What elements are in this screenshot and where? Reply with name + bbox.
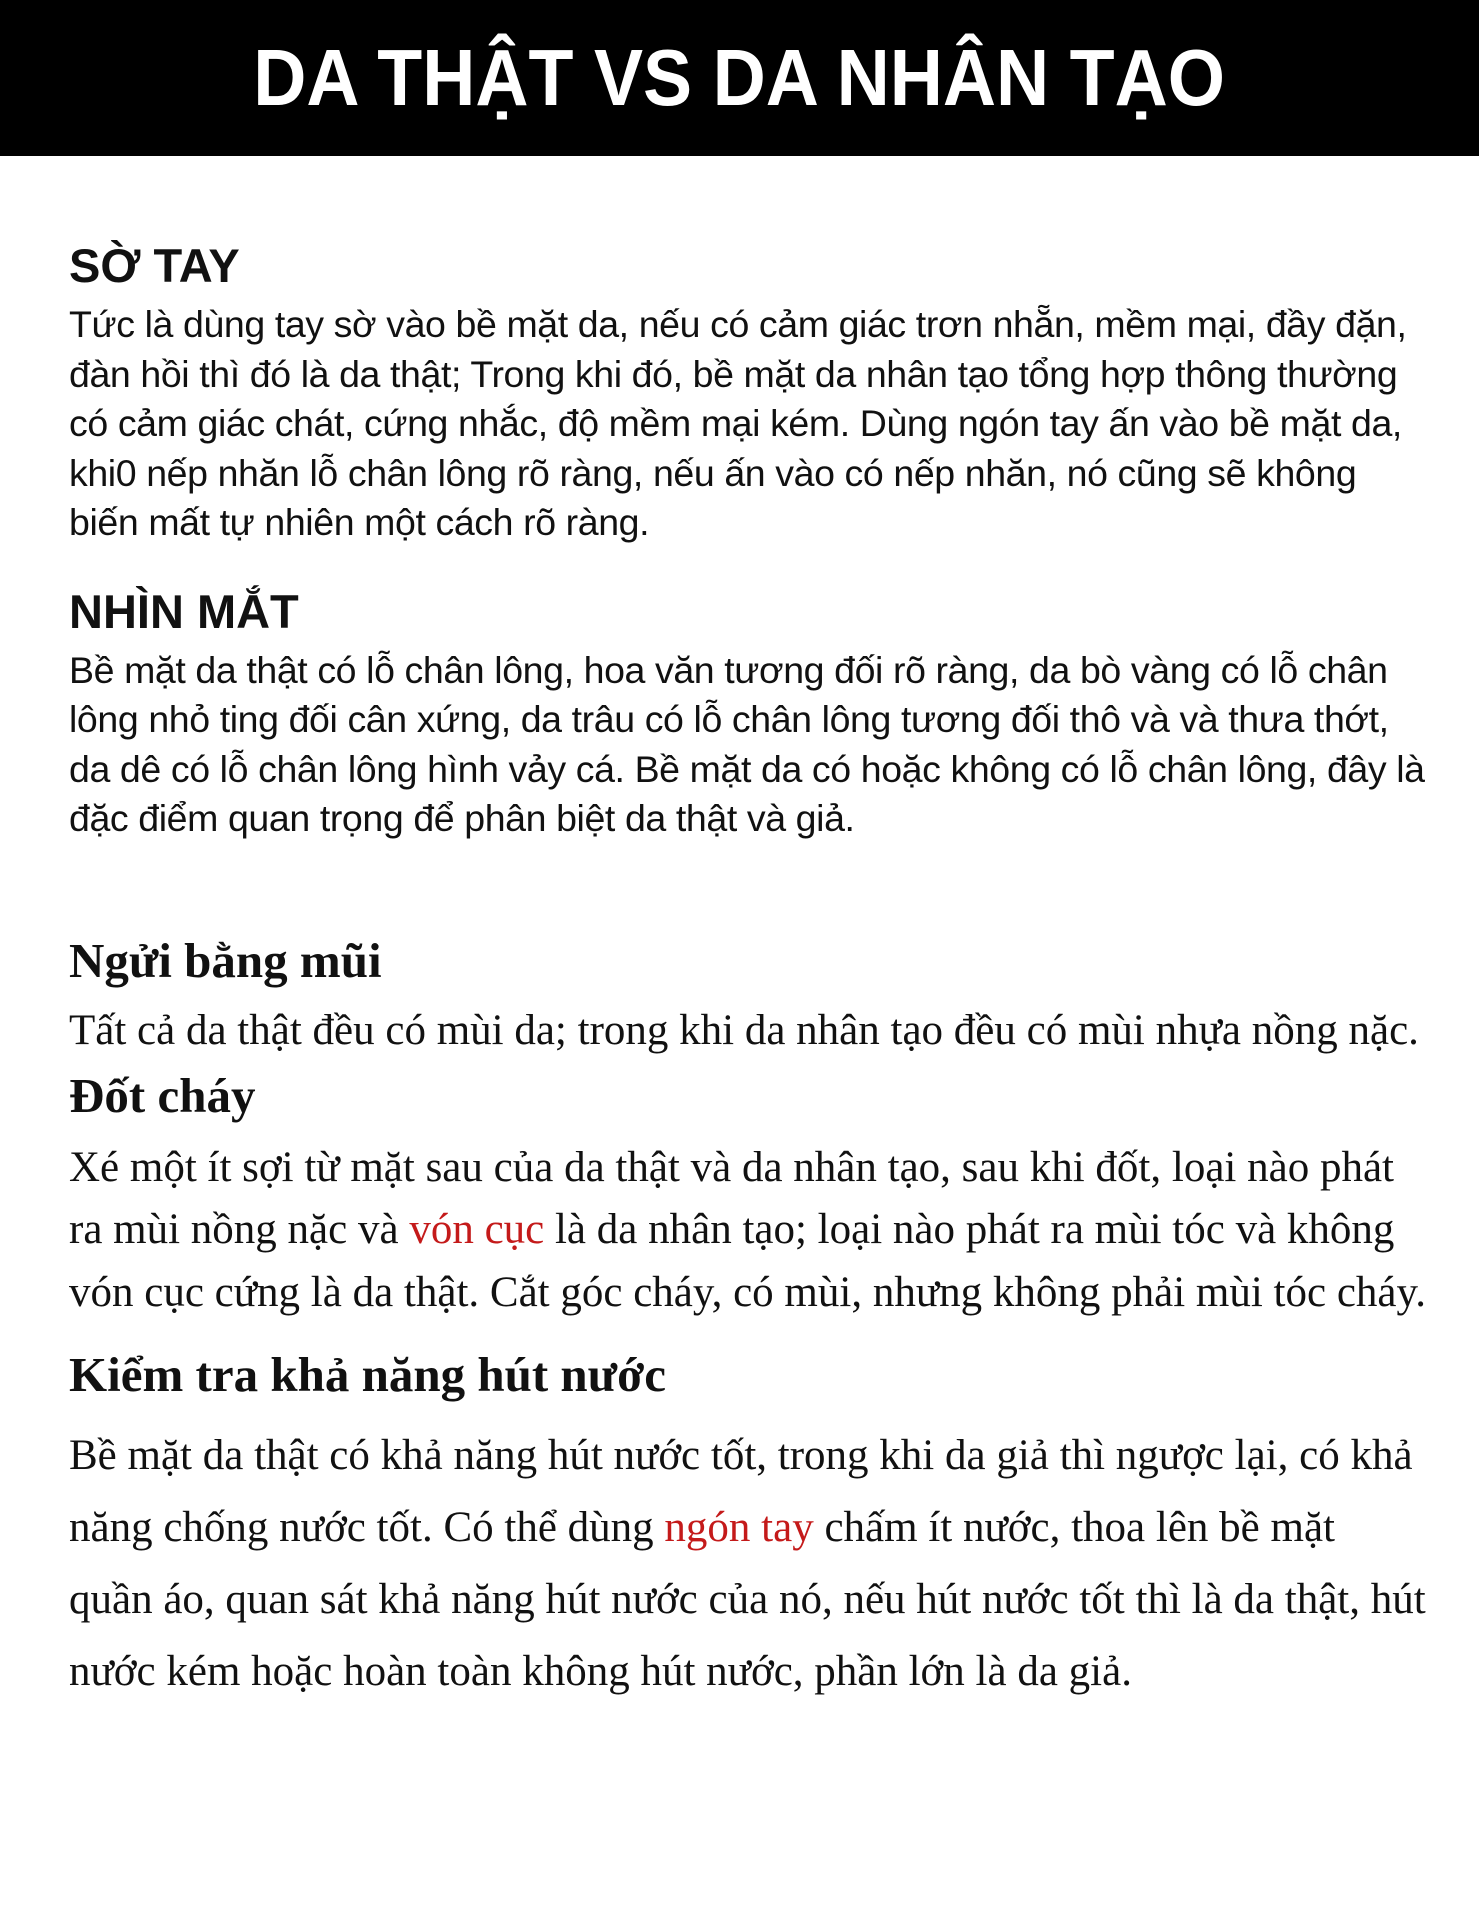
page-title: DA THẬT VS DA NHÂN TẠO — [253, 33, 1226, 122]
section-text-water-part-2: chấm ít nước, thoa lên bề mặt quần áo, quan sát khả năng hút nước của nó, nếu hút nước tốt thì là da thật, hút nước kém hoặc hoàn toàn không hút nước, phần lớn là da giả. — [69, 1504, 1426, 1695]
highlight-von-cuc: vón cục — [409, 1206, 545, 1253]
section-text-burn-part-1: Xé một ít sợi từ mặt sau của da thật và da nhân tạo, sau khi đốt, loại nào phát ra mùi nồng nặc và — [69, 1143, 1394, 1253]
section-text-water-part-1: Bề mặt da thật có khả năng hút nước tốt, trong khi da giả thì ngược lại, có khả năng chống nước tốt. Có thể dùng — [69, 1432, 1413, 1551]
section-text-smell: Tất cả da thật đều có mùi da; trong khi da nhân tạo đều có mùi nhựa nồng nặc. — [69, 1006, 1419, 1054]
section-heading-water: Kiểm tra khả năng hút nước — [69, 1347, 666, 1402]
title-banner — [0, 0, 1479, 156]
article-body — [69, 236, 1429, 1708]
section-heading-touch: SỜ TAY — [69, 239, 240, 292]
section-text-burn — [69, 1137, 1429, 1325]
section-text-water — [69, 1420, 1429, 1708]
section-heading-look: NHÌN MẮT — [69, 584, 299, 638]
section-text-touch: Tức là dùng tay sờ vào bề mặt da, nếu có cảm giác trơn nhẵn, mềm mại, đầy đặn, đàn hồi thì đó là da thật; Trong khi đó, bề mặt da nhân tạo tổng hợp thông thường có cảm giác chát, cứng nhắc, độ mềm mại kém. Dùng ngón tay ấn vào bề mặt da, khi0 nếp nhăn lỗ chân lông rõ ràng, nếu ấn vào có nếp nhăn, nó cũng sẽ không biến mất tự nhiên một cách rõ ràng. — [69, 303, 1407, 543]
section-text-look: Bề mặt da thật có lỗ chân lông, hoa văn tương đối rõ ràng, da bò vàng có lỗ chân lông nhỏ ting đối cân xứng, da trâu có lỗ chân lông tương đối thô và và thưa thớt, da dê có lỗ chân lông hình vảy cá. Bề mặt da có hoặc không có lỗ chân lông, đây là đặc điểm quan trọng để phân biệt da thật và giả. — [69, 648, 1425, 839]
highlight-ngon-tay: ngón tay — [664, 1504, 814, 1551]
section-text-burn-part-2: là da nhân tạo; loại nào phát ra mùi tóc và không vón cục cứng là da thật. Cắt góc cháy, có mùi, nhưng không phải mùi tóc cháy. — [69, 1206, 1426, 1316]
section-heading-smell: Ngửi bằng mũi — [69, 932, 382, 988]
section-heading-burn: Đốt cháy — [69, 1067, 256, 1123]
